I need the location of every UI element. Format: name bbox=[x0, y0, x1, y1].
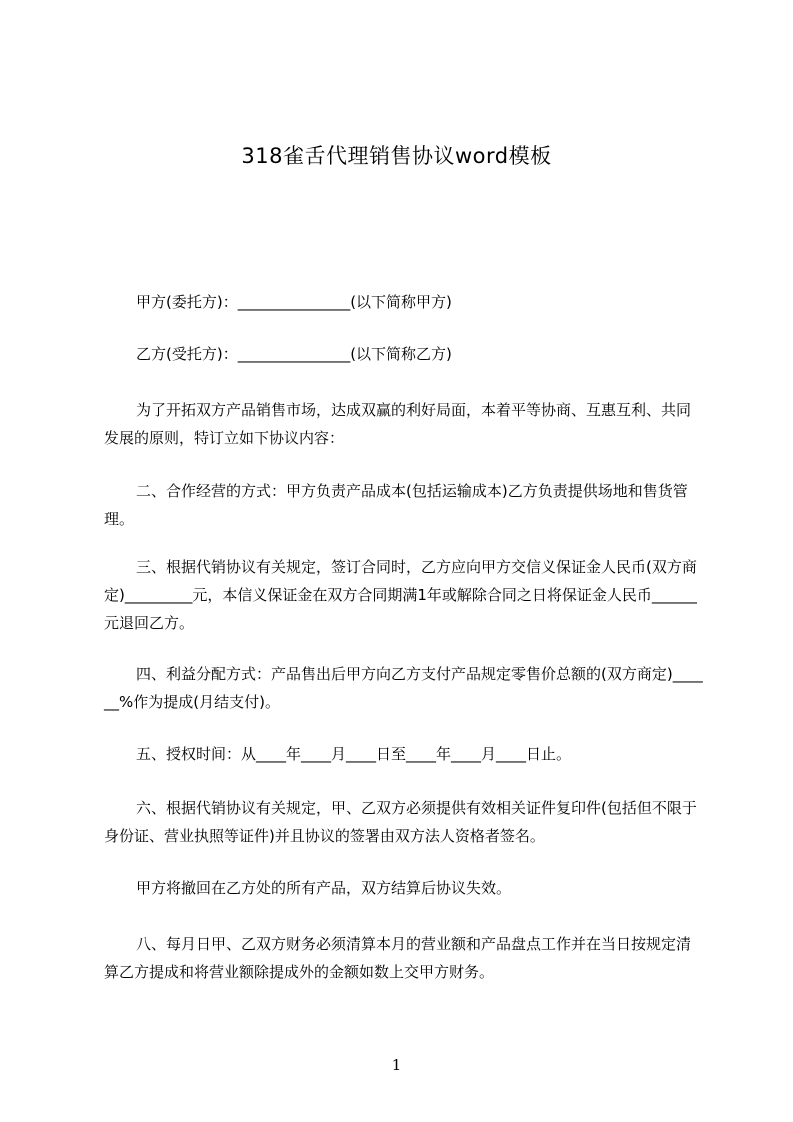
party-a-line: 甲方(委托方)：_______________(以下简称甲方) bbox=[136, 293, 452, 311]
clause-3-paragraph: 三、根据代销协议有关规定，签订合同时，乙方应向甲方交信义保证金人民币(双方商定)_________元，本信义保证金在双方合同期满1年或解除合同之日将保证金人民币______元退回乙方。 bbox=[104, 558, 697, 632]
clause-4-paragraph: 四、利益分配方式：产品售出后甲方向乙方支付产品规定零售价总额的(双方商定)______%作为提成(月结支付)。 bbox=[104, 665, 703, 711]
preamble-paragraph: 为了开拓双方产品销售市场，达成双赢的利好局面，本着平等协商、互惠互利、共同发展的原则，特订立如下协议内容： bbox=[104, 401, 692, 447]
withdrawal-paragraph: 甲方将撤回在乙方处的所有产品，双方结算后协议失效。 bbox=[136, 879, 512, 897]
page-number: 1 bbox=[391, 1056, 402, 1074]
clause-2-paragraph: 二、合作经营的方式：甲方负责产品成本(包括运输成本)乙方负责提供场地和售货管理。 bbox=[104, 482, 688, 528]
document-title: 318雀舌代理销售协议word模板 bbox=[241, 144, 552, 168]
party-b-line: 乙方(受托方)：_______________(以下简称乙方) bbox=[136, 345, 452, 363]
clause-6-paragraph: 六、根据代销协议有关规定，甲、乙双方必须提供有效相关证件复印件(包括但不限于身份证、营业执照等证件)并且协议的签署由双方法人资格者签名。 bbox=[104, 799, 697, 845]
clause-5-paragraph: 五、授权时间：从____年____月____日至____年____月____日止。 bbox=[136, 745, 572, 763]
clause-8-paragraph: 八、每月日甲、乙双方财务必须清算本月的营业额和产品盘点工作并在当日按规定清算乙方提成和将营业额除提成外的金额如数上交甲方财务。 bbox=[104, 935, 692, 981]
